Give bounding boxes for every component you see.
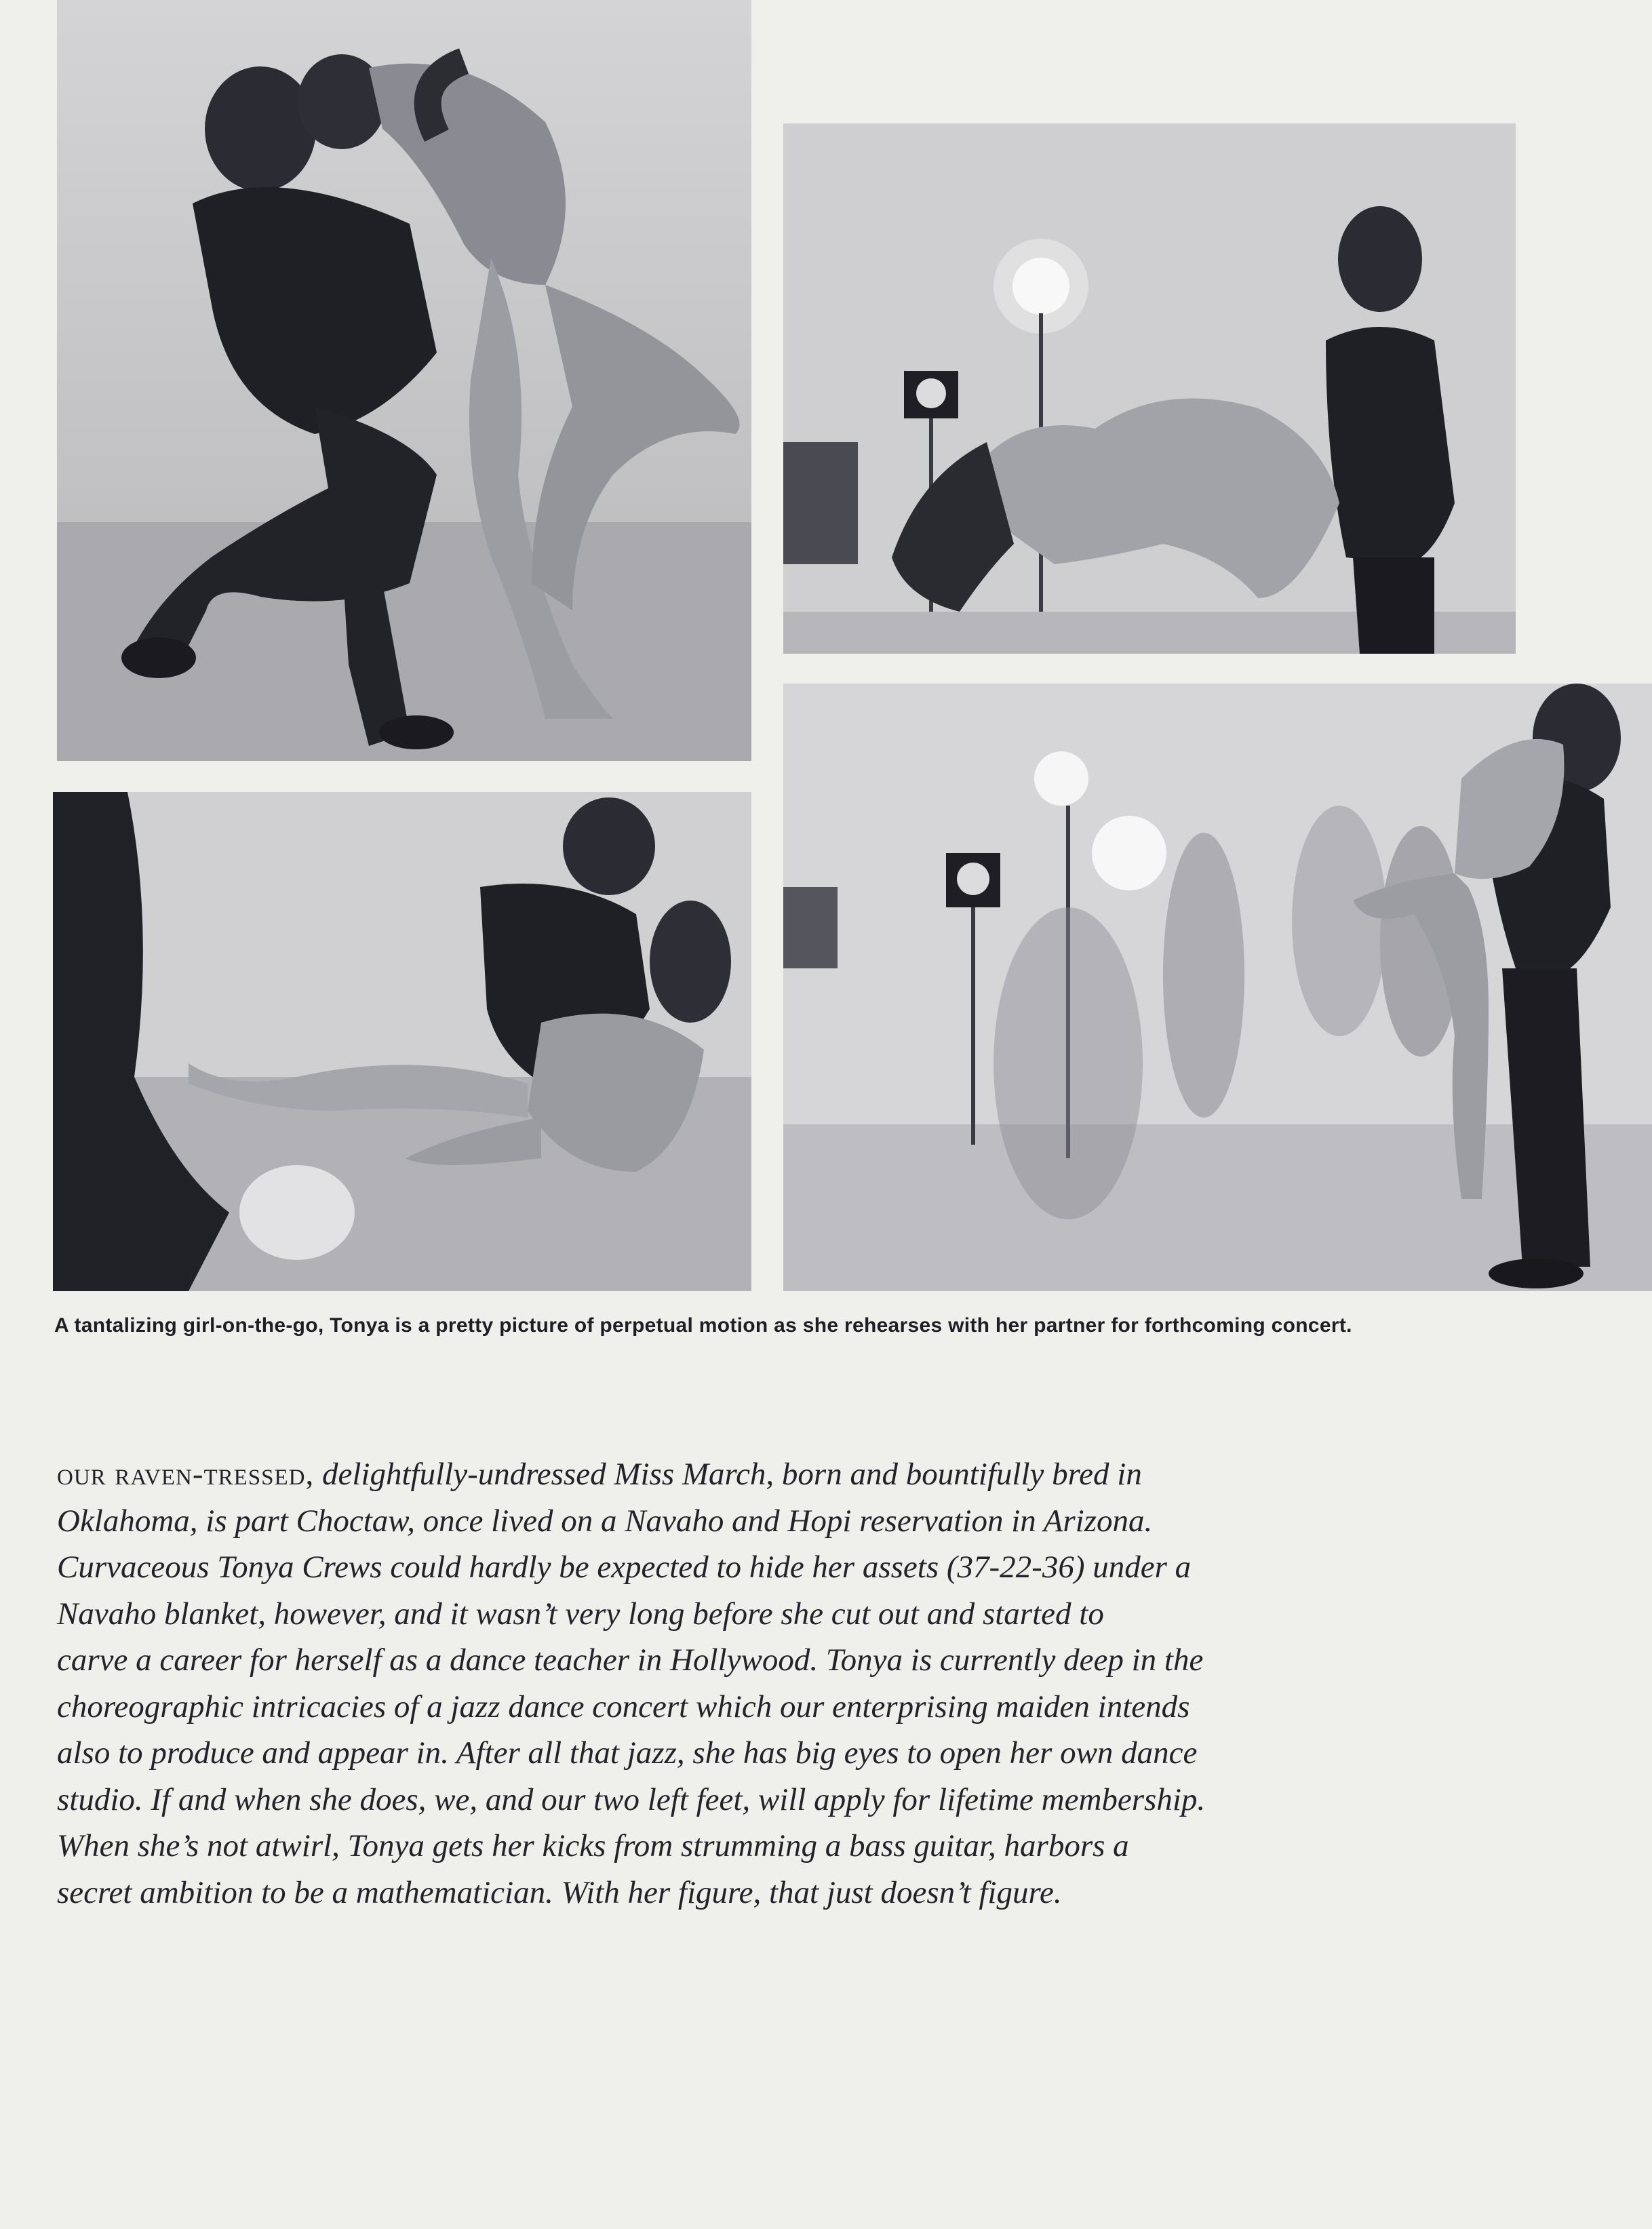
article-line-1: our raven-tressed, delightfully-undressed Miss March, born and bountifully bred in [57, 1457, 1142, 1492]
article-line-6: choreographic intricacies of a jazz dance concert which our enterprising maiden intends [57, 1689, 1190, 1724]
article-line-8: studio. If and when she does, we, and our two left feet, will apply for lifetime membership. [57, 1781, 1206, 1817]
article-line-3: Curvaceous Tonya Crews could hardly be expected to hide her assets (37-22-36) under a [57, 1550, 1192, 1585]
article-lead-in: our raven-tressed, [57, 1457, 315, 1492]
article-line-5: carve a career for herself as a dance teacher in Hollywood. Tonya is currently deep in the [57, 1642, 1204, 1678]
article-body [57, 1451, 1427, 1916]
photo-lift-with-studio-lights [783, 123, 1516, 654]
article-line-9: When she’s not atwirl, Tonya gets her kicks from strumming a bass guitar, harbors a [57, 1828, 1129, 1863]
article-line-2: Oklahoma, is part Choctaw, once lived on a Navaho and Hopi reservation in Arizona. [57, 1503, 1153, 1539]
photo-floor-pose-partner [53, 792, 751, 1291]
photo-caption: A tantalizing girl-on-the-go, Tonya is a pretty picture of perpetual motion as she rehearses with her partner for forthcoming concert. [54, 1314, 1352, 1337]
photo-dancer-backbend-kneeling-partner [57, 0, 751, 761]
article-line-10: secret ambition to be a mathematician. With her figure, that just doesn’t figure. [57, 1874, 1062, 1910]
article-line-7: also to produce and appear in. After all that jazz, she has big eyes to open her own dance [57, 1735, 1198, 1771]
photo-lift-blurred-dancers [783, 684, 1652, 1291]
article-line-4: Navaho blanket, however, and it wasn’t very long before she cut out and started to [57, 1596, 1104, 1632]
